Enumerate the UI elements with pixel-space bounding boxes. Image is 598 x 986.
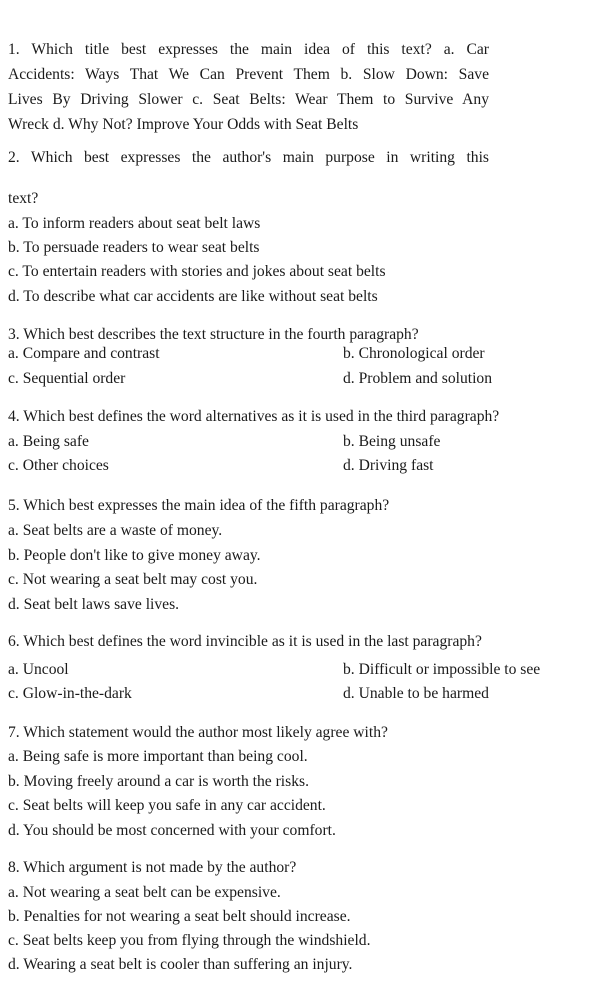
question-4-option-c: c. Other choices xyxy=(8,457,109,474)
question-1-line-2: Accidents: Ways That We Can Prevent Them b. Slow Down: Save xyxy=(8,66,489,83)
question-3: 3. Which best describes the text structure in the fourth paragraph? xyxy=(8,326,419,343)
question-2 xyxy=(8,148,489,168)
question-5-option-d: d. Seat belt laws save lives. xyxy=(8,596,180,613)
question-3-option-a: a. Compare and contrast xyxy=(8,345,160,362)
question-2-option-b: b. To persuade readers to wear seat belts xyxy=(8,239,260,256)
question-1-line-4: Wreck d. Why Not? Improve Your Odds with Seat Belts xyxy=(8,116,359,133)
question-4: 4. Which best defines the word alternatives as it is used in the third paragraph? xyxy=(8,408,500,425)
question-4-option-d: d. Driving fast xyxy=(343,457,434,474)
question-5-option-a: a. Seat belts are a waste of money. xyxy=(8,522,223,539)
question-2-option-d: d. To describe what car accidents are like without seat belts xyxy=(8,288,378,305)
question-6-option-b: b. Difficult or impossible to see xyxy=(343,661,541,678)
question-2-option-c: c. To entertain readers with stories and jokes about seat belts xyxy=(8,263,386,280)
question-7-option-a: a. Being safe is more important than being cool. xyxy=(8,748,308,765)
question-1-line-1: 1. Which title best expresses the main idea of this text? a. Car xyxy=(8,41,489,58)
question-4-option-b: b. Being unsafe xyxy=(343,433,441,450)
question-5-option-b: b. People don't like to give money away. xyxy=(8,547,261,564)
question-5-option-c: c. Not wearing a seat belt may cost you. xyxy=(8,571,258,588)
question-3-option-b: b. Chronological order xyxy=(343,345,485,362)
question-2-line-1: 2. Which best expresses the author's main purpose in writing this xyxy=(8,149,489,166)
question-4-option-a: a. Being safe xyxy=(8,433,89,450)
question-6-option-c: c. Glow-in-the-dark xyxy=(8,685,132,702)
question-2-line-2: text? xyxy=(8,190,39,207)
question-6-option-d: d. Unable to be harmed xyxy=(343,685,489,702)
question-1-line-3: Lives By Driving Slower c. Seat Belts: Wear Them to Survive Any xyxy=(8,91,489,108)
question-1 xyxy=(8,40,489,110)
question-8-option-b: b. Penalties for not wearing a seat belt should increase. xyxy=(8,908,351,925)
question-7-option-b: b. Moving freely around a car is worth the risks. xyxy=(8,773,309,790)
question-3-option-d: d. Problem and solution xyxy=(343,370,493,387)
question-7-option-d: d. You should be most concerned with your comfort. xyxy=(8,822,336,839)
question-2-option-a: a. To inform readers about seat belt laws xyxy=(8,215,261,232)
question-8-option-d: d. Wearing a seat belt is cooler than suffering an injury. xyxy=(8,956,353,973)
question-8-option-c: c. Seat belts keep you from flying through the windshield. xyxy=(8,932,371,949)
question-3-option-c: c. Sequential order xyxy=(8,370,126,387)
question-8: 8. Which argument is not made by the author? xyxy=(8,859,297,876)
question-8-option-a: a. Not wearing a seat belt can be expensive. xyxy=(8,884,281,901)
question-5: 5. Which best expresses the main idea of the fifth paragraph? xyxy=(8,497,390,514)
question-7: 7. Which statement would the author most likely agree with? xyxy=(8,724,388,741)
question-6-option-a: a. Uncool xyxy=(8,661,69,678)
question-6: 6. Which best defines the word invincible as it is used in the last paragraph? xyxy=(8,633,482,650)
question-7-option-c: c. Seat belts will keep you safe in any car accident. xyxy=(8,797,326,814)
